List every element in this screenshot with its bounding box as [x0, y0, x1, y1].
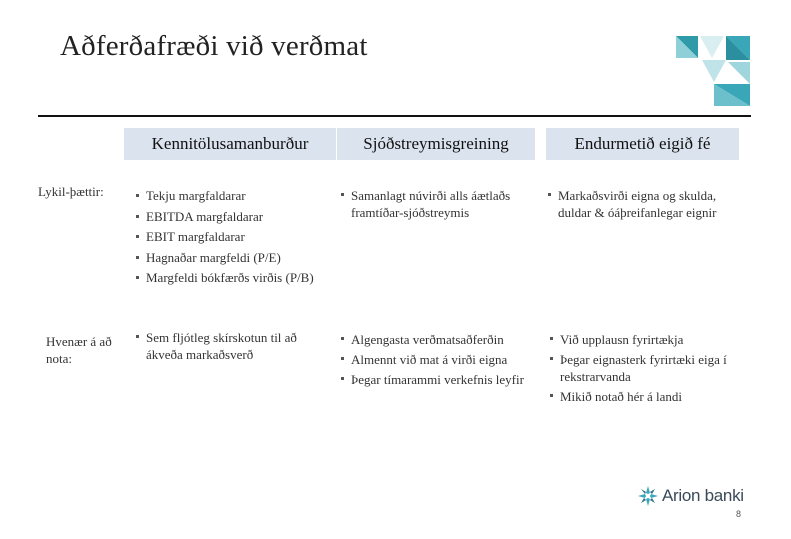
- list-item: Algengasta verðmatsaðferðin: [341, 331, 531, 348]
- logo-text: Arion banki: [662, 486, 744, 505]
- key-factors-dcf-list: [341, 187, 536, 224]
- row-label-hvenaer-a-ad-nota: Hvenær á að nota:: [46, 334, 112, 366]
- list-item: Mikið notað hér á landi: [550, 388, 745, 405]
- arion-star-icon: [638, 486, 658, 506]
- column-header-kennitolusamanburdur: [124, 128, 336, 160]
- column-header-endurmetid-eigid-fe: [546, 128, 739, 160]
- column-header-label: Kennitölusamanburður: [151, 134, 309, 153]
- list-item: Margfeldi bókfærðs virðis (P/B): [136, 268, 336, 289]
- corner-triangles-graphic: [676, 36, 752, 106]
- when-to-use-dcf-list: [341, 331, 531, 391]
- column-header-label: Endurmetið eigið fé: [574, 134, 711, 153]
- list-item: Við upplausn fyrirtækja: [550, 331, 745, 348]
- row-label-lykil-thaettir: Lykil-þættir:: [38, 184, 104, 199]
- list-item: Samanlagt núvirði alls áætlaðs framtíðar-sjóðstreymis: [341, 187, 536, 221]
- list-item: Hagnaðar margfeldi (P/E): [136, 248, 336, 269]
- when-to-use-multiples-list: [136, 329, 336, 366]
- list-item: EBITDA margfaldarar: [136, 207, 336, 228]
- key-factors-equity-list: [548, 187, 743, 224]
- list-item: Þegar eignasterk fyrirtæki eiga í rekstrarvanda: [550, 351, 745, 385]
- key-factors-multiples-list: [136, 186, 336, 289]
- page-number: 8: [736, 509, 742, 519]
- list-item: EBIT margfaldarar: [136, 227, 336, 248]
- title-divider: [38, 115, 751, 117]
- list-item: Tekju margfaldarar: [136, 186, 336, 207]
- list-item: Sem fljótleg skírskotun til að ákveða markaðsverð: [136, 329, 336, 363]
- list-item: Almennt við mat á virði eigna: [341, 351, 531, 368]
- slide-title: Aðferðafræði við verðmat: [60, 30, 368, 62]
- arion-banki-logo: [638, 486, 744, 506]
- list-item: Þegar tímarammi verkefnis leyfir: [341, 371, 531, 388]
- column-header-sjodstreymisgreining: [337, 128, 535, 160]
- when-to-use-equity-list: [550, 331, 745, 408]
- list-item: Markaðsvirði eigna og skulda, duldar & óáþreifanlegar eignir: [548, 187, 743, 221]
- column-header-label: Sjóðstreymisgreining: [363, 134, 509, 153]
